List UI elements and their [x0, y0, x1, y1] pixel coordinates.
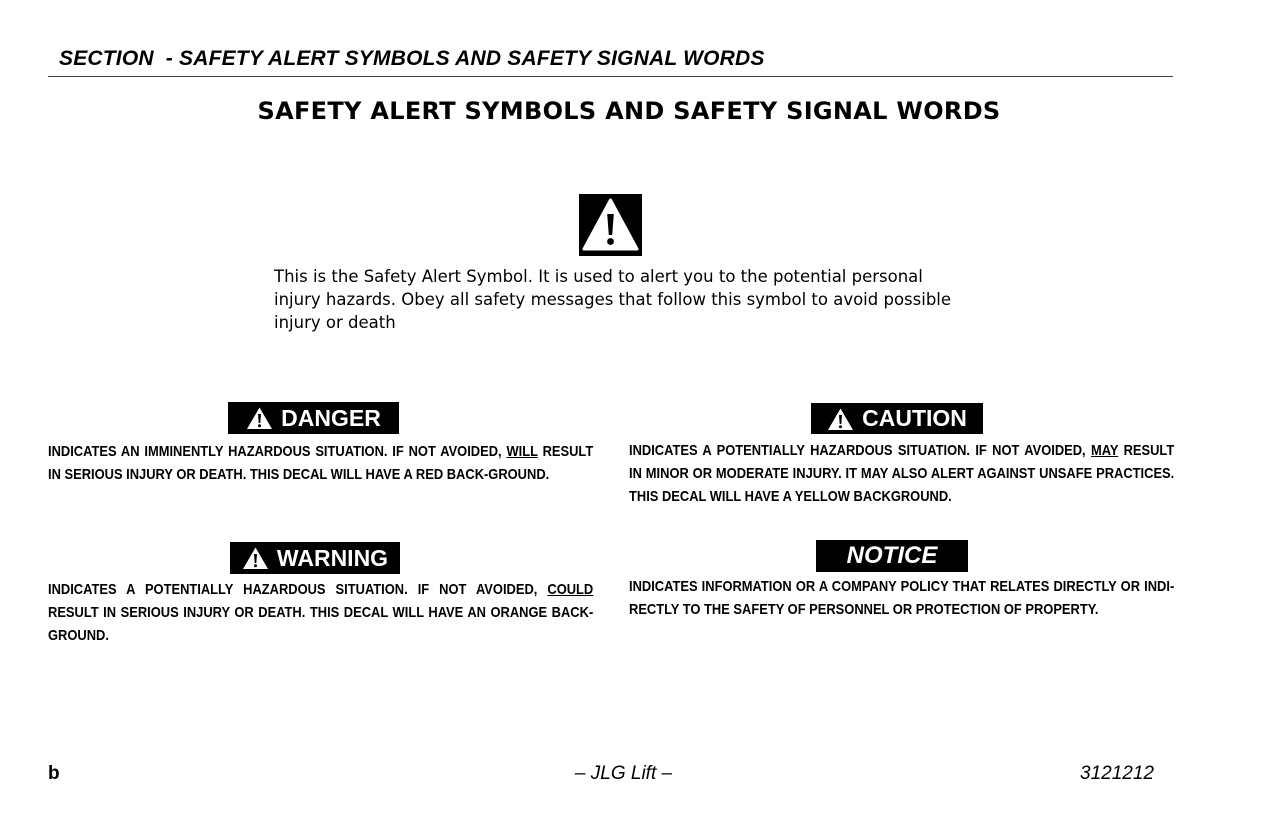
page-number: b [48, 763, 60, 784]
danger-text-after: RESULT IN SERIOUS INJURY OR DEATH. THIS DECAL WILL HAVE A RED BACK-GROUND. [48, 443, 594, 483]
danger-badge [228, 402, 399, 434]
warning-triangle-icon [242, 546, 269, 570]
notice-badge [816, 540, 968, 572]
safety-alert-symbol [579, 194, 642, 256]
caution-description [629, 439, 1174, 508]
danger-emphasis: WILL [506, 443, 538, 460]
danger-label: DANGER [281, 404, 381, 431]
safety-alert-description: This is the Safety Alert Symbol. It is used to alert you to the potential personal injury hazards. Obey all safety messages that follow this symbol to avoid possible injury or death [274, 267, 952, 332]
caution-label: CAUTION [862, 405, 967, 431]
warning-triangle-icon [246, 406, 273, 430]
warning-emphasis: COULD [547, 581, 594, 598]
section-header [48, 44, 1173, 77]
notice-description: INDICATES INFORMATION OR A COMPANY POLICY THAT RELATES DIRECTLY OR INDI-RECTLY TO THE SAFETY OF PERSONNEL OR PROTECTION OF PROPERTY. [629, 578, 1175, 618]
caution-emphasis: MAY [1090, 442, 1119, 459]
danger-text-before: INDICATES AN IMMINENTLY HAZARDOUS SITUATION. IF NOT AVOIDED, [48, 443, 507, 460]
warning-triangle-icon [827, 407, 854, 431]
caution-text-after: RESULT IN MINOR OR MODERATE INJURY. IT MAY ALSO ALERT AGAINST UNSAFE PRACTICES. THIS DECAL WILL HAVE A YELLOW BACKGROUND. [629, 442, 1175, 505]
caution-text-before: INDICATES A POTENTIALLY HAZARDOUS SITUATION. IF NOT AVOIDED, [629, 442, 1091, 459]
warning-badge [230, 542, 400, 574]
page-title: SAFETY ALERT SYMBOLS AND SAFETY SIGNAL WORDS [257, 97, 1001, 125]
warning-label: WARNING [276, 544, 389, 571]
document-number: 3121212 [1080, 763, 1154, 784]
warning-description [48, 578, 593, 647]
caution-badge [811, 403, 983, 434]
warning-text-before: INDICATES A POTENTIALLY HAZARDOUS SITUATION. IF NOT AVOIDED, [48, 581, 548, 598]
warning-triangle-icon [579, 194, 642, 256]
danger-description [48, 440, 593, 486]
section-header-label: SECTION - SAFETY ALERT SYMBOLS AND SAFETY SIGNAL WORDS [59, 47, 765, 70]
footer-brand: – JLG Lift – [574, 763, 673, 784]
warning-text-after: RESULT IN SERIOUS INJURY OR DEATH. THIS DECAL WILL HAVE AN ORANGE BACK-GROUND. [48, 604, 594, 644]
notice-label: NOTICE [846, 542, 938, 569]
